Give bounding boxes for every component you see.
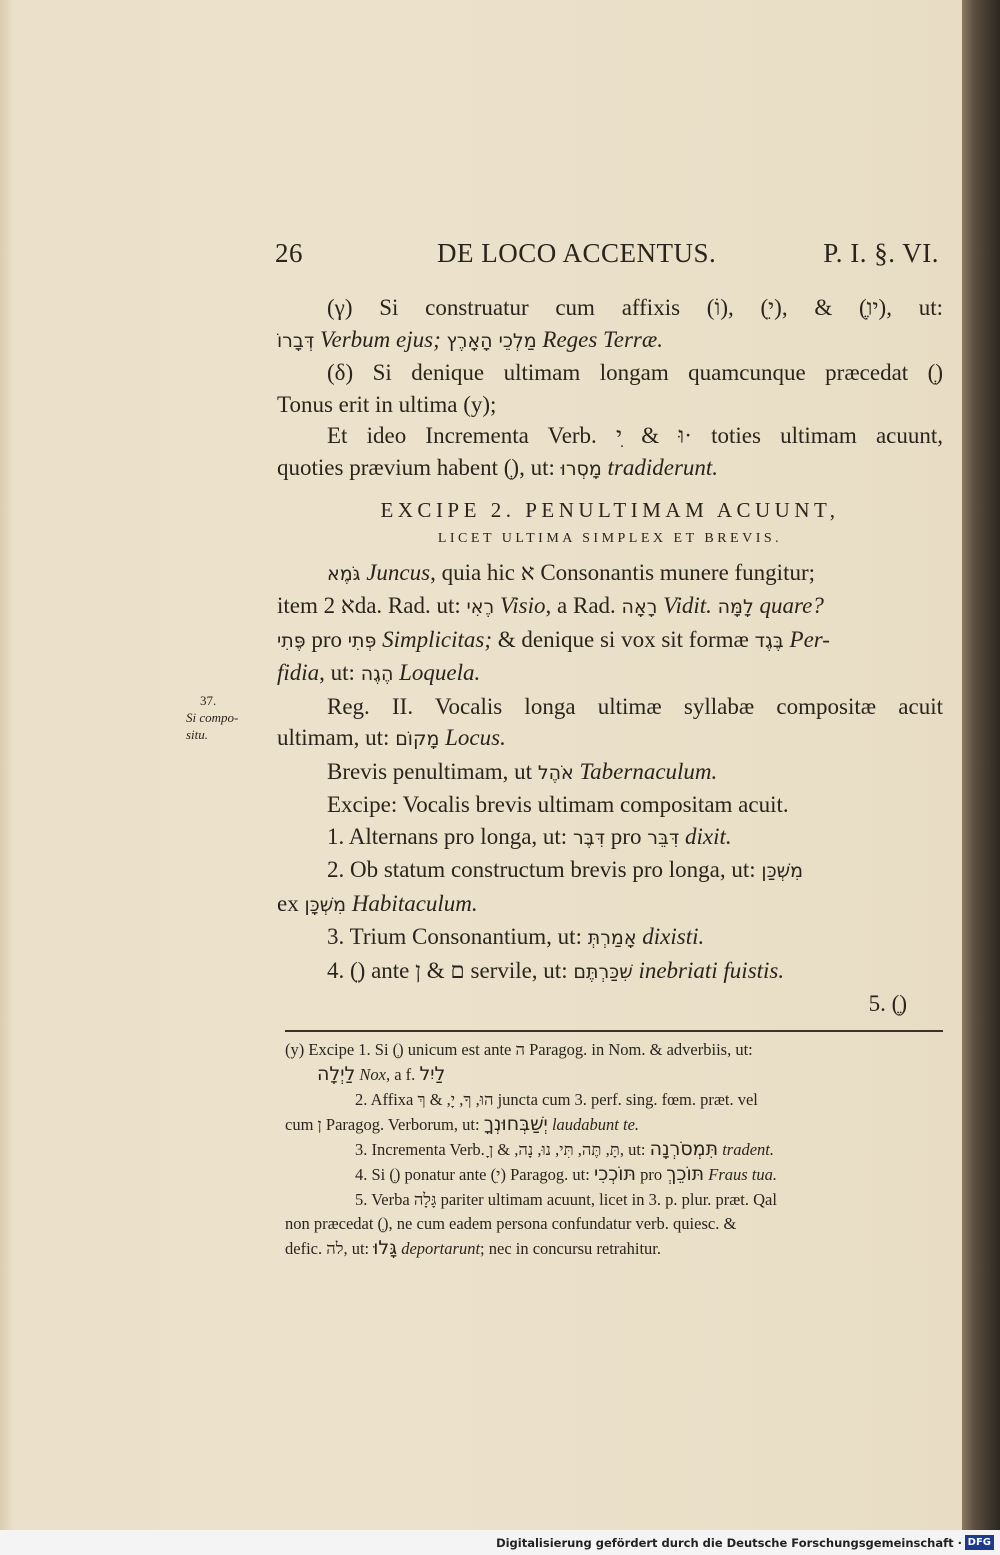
hebrew-word: רֶאִי [466,596,495,618]
latin-gloss: tradiderunt. [607,454,719,480]
text-span: 3. Incrementa Verb. תָּ, תֶּה, תִּי, נוּ, נָה, & ןָ, ut: [355,1140,646,1160]
latin-gloss: tradent. [722,1140,774,1160]
hebrew-word: מַלְכֵי הָאָרֶץ [446,329,537,352]
running-title: DE LOCO ACCENTUS. [437,238,717,268]
page-number: 26 [275,238,303,268]
text-span: 1. Alternans pro longa, ut: [327,823,568,849]
hebrew-word: דְּבָרוֹ [277,329,315,352]
text-span: pro [640,1165,663,1185]
latin-gloss: Locus. [445,725,506,750]
text-line [277,657,943,691]
text-line: (γ) Si construatur cum affixis (וֹ), (ֵי), & (ֶיו), ut: [327,295,943,320]
hebrew-word: אָמַרְתְּ [587,927,637,949]
list-item [277,955,943,989]
hebrew-word: מָקוֹם [395,728,440,750]
text-line: (δ) Si denique ultimam longam quamcunque præcedat (ְ) [327,360,943,385]
hebrew-word: בֶּגֶד [754,629,784,652]
hebrew-word: תּוֹכְכִי [593,1163,636,1186]
text-line: Et ideo Incrementa Verb. וּ & ִי· toties ultimam acuunt, [327,423,943,448]
footnote-line [285,1162,945,1187]
latin-gloss: Verbum ejus; [320,326,441,352]
latin-gloss: Vidit. [663,593,712,618]
hebrew-word: יְשַׁבְּחוּנְךָ [483,1112,548,1135]
dfg-logo: DFG [965,1535,994,1550]
text-span: & denique si vox sit formæ [497,626,749,652]
text-span: 2. Ob statum constructum brevis pro longa, ut: [327,857,756,882]
main-text [277,292,943,1020]
text-line [277,324,943,358]
footnote-line [285,1112,945,1137]
latin-gloss: Tabernaculum. [579,758,718,784]
latin-gloss: Reges Terræ. [542,326,663,352]
latin-gloss: Fraus tua. [708,1165,778,1185]
text-span: item א 2da. Rad. ut: [277,593,461,618]
latin-gloss: Juncus [366,559,431,585]
text-span: , a f. [385,1065,416,1085]
hebrew-word: תִּמְסֹרְנָה [649,1138,719,1161]
hebrew-word: מִשְׁכַּן [761,860,803,882]
hebrew-word: רָאָה [621,596,658,618]
text-span: 3. Trium Consonantium, ut: [327,924,582,949]
running-head [275,238,945,278]
margin-note-number: 37. [200,693,217,708]
text-span: pro [311,626,343,652]
hebrew-word: לַיִל [419,1063,446,1086]
hebrew-word: אֹהֶל [537,761,574,784]
latin-gloss: Visio [499,593,546,618]
margin-note-text: Si compo- [186,710,239,725]
text-span: quoties prævium habent (ְ), ut: [277,454,555,480]
footnote-line: (y) Excipe 1. Si (ְ) unicum est ante ה Paragog. in Nom. & adverbiis, ut: [285,1040,753,1059]
text-span: , a Rad. [545,593,616,618]
hebrew-word: מָסְרוּ [560,457,602,480]
text-span: 4. (ֵ) ante ם & ן servile, ut: [327,957,568,983]
text-line [277,557,943,591]
rule-heading: Reg. II. Vocalis longa ultimæ syllabæ compositæ acuit [327,693,943,719]
latin-gloss: fidia [277,660,320,685]
latin-gloss: deportarunt [401,1239,481,1259]
footnote-line [285,1062,945,1087]
hebrew-word: לָמָּה [717,596,754,618]
footnote-line: 5. Verba גָּלָה pariter ultimam acuunt, licet in 3. p. plur. præt. Qal [355,1189,777,1209]
hebrew-word: גֹּמֶא [327,562,361,585]
section-marker: P. I. §. VI. [823,238,939,268]
text-span: ex [277,890,299,916]
hebrew-word: לַיְלָה [317,1063,356,1086]
footnotes [285,1038,945,1262]
latin-gloss: Habitaculum. [351,890,478,916]
text-span: , quia hic א Consonantis munere fungitur; [430,559,816,585]
latin-gloss: laudabunt te. [551,1114,640,1134]
margin-note [186,692,266,743]
text-span: cum ן Paragog. Verborum, ut: [285,1114,480,1134]
text-span: defic. לה, ut: [285,1239,370,1259]
latin-gloss: Per- [789,626,830,652]
catchword: 5. (ֶ) [868,991,907,1016]
section-heading: EXCIPE 2. PENULTIMAM ACUUNT, [380,498,840,522]
hebrew-word: גָּלוּ [373,1237,398,1260]
funding-credit: Digitalisierung gefördert durch die Deutsche Forschungsgemeinschaft · [496,1536,962,1550]
list-item [277,854,943,888]
hebrew-word: דִּבֶּר [572,826,606,849]
text-line [277,452,943,486]
text-line [277,624,943,658]
latin-gloss: dixisti. [642,924,705,949]
footnote-line [285,1236,945,1261]
book-spine [962,0,1000,1530]
latin-gloss: Simplicitas; [382,626,493,652]
list-item [277,921,943,955]
text-line: Excipe: Vocalis brevis ultimam compositam acuit. [327,792,789,817]
text-line [277,722,943,756]
list-item [277,821,943,855]
digitization-footer [0,1530,1000,1555]
latin-gloss: dixit. [685,823,732,849]
hebrew-word: תּוֹכֵךְ [666,1163,705,1186]
text-line: Tonus erit in ultima (y); [277,391,497,417]
latin-gloss: Loquela. [399,660,481,685]
hebrew-word: דִּבֵּר [647,826,680,849]
hebrew-word: הֶגֶה [360,663,394,685]
footnote-line [285,1137,945,1162]
footnote-rule [285,1030,943,1032]
text-span: , ut: [319,660,355,685]
footnote-line: non præcedat (ְ), ne cum eadem persona confundatur verb. quiesc. & [285,1214,737,1234]
margin-note-text: situ. [186,727,209,742]
footnote-line: 2. Affixa הוּ, ךָ, יָ, & ךְ juncta cum 3. perf. sing. fœm. præt. vel [355,1089,758,1109]
text-line [277,888,943,922]
latin-gloss: inebriati fuistis. [638,957,785,983]
section-subheading: LICET ULTIMA SIMPLEX ET BREVIS. [437,530,783,546]
latin-gloss: Nox [359,1065,386,1085]
text-line [277,756,943,790]
text-span: ; nec in concursu retrahitur. [480,1239,662,1259]
hebrew-word: מִשְׁכָּן [304,893,347,916]
hebrew-word: פֶּתִי [277,629,306,652]
text-span: ultimam, ut: [277,725,390,750]
hebrew-word: שִׁכַּרְתֶּם [573,960,633,983]
text-span: pro [610,823,642,849]
hebrew-word: פְּתִי [347,629,377,652]
text-line [277,590,943,624]
text-span: Brevis penultimam, ut [327,758,533,784]
latin-gloss: quare? [759,593,824,618]
text-span: 4. Si (ְ) ponatur ante (ֵי) Paragog. ut: [355,1165,590,1185]
